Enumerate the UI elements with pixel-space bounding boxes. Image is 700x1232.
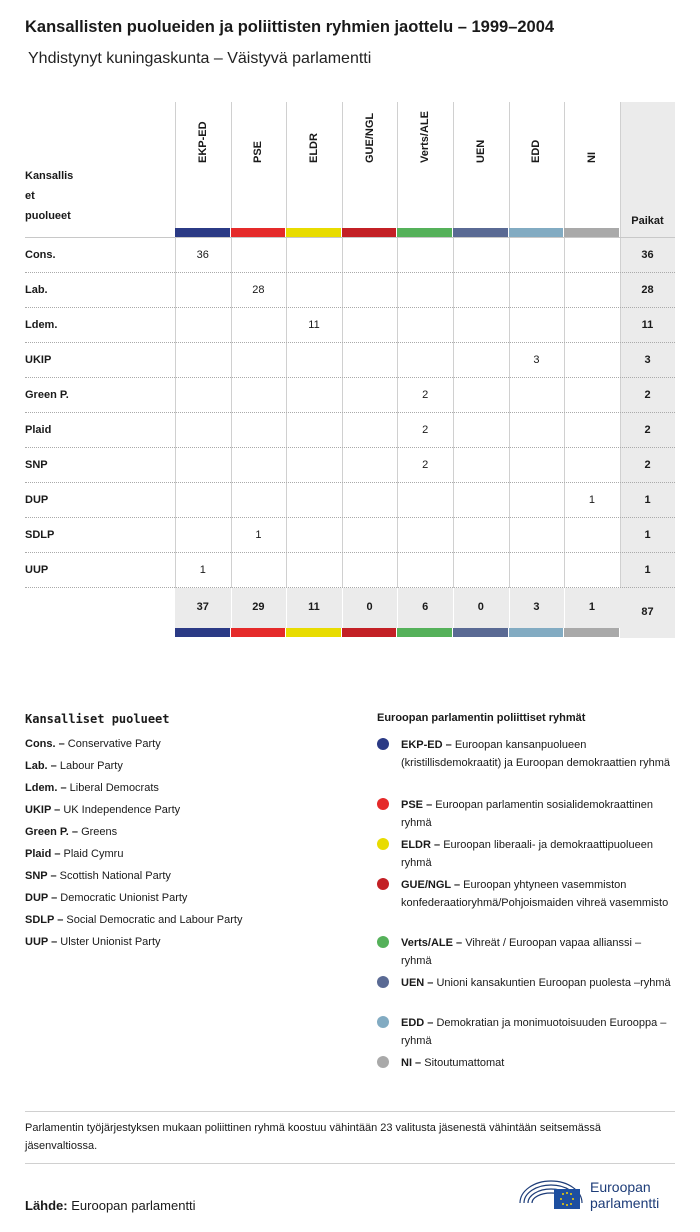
- group-color-bar: [231, 228, 286, 237]
- party-row-label: Lab.: [25, 284, 48, 296]
- seat-count-cell: 1: [199, 564, 206, 576]
- group-abbreviation: GUE/NGL –: [401, 879, 461, 891]
- party-full-name: UK Independence Party: [63, 804, 181, 816]
- party-full-name: Democratic Unionist Party: [60, 892, 188, 904]
- group-color-dot: [377, 936, 389, 948]
- group-color-bar: [286, 228, 341, 237]
- political-groups-legend-title: Euroopan parlamentin poliittiset ryhmät: [377, 712, 586, 724]
- source-value: Euroopan parlamentti: [71, 1198, 196, 1213]
- group-total: 6: [422, 601, 429, 613]
- row-divider: [25, 587, 675, 588]
- group-color-bar: [286, 628, 341, 637]
- group-color-dot: [377, 838, 389, 850]
- group-color-dot: [377, 1056, 389, 1068]
- seat-count-cell: 2: [422, 424, 429, 436]
- party-abbreviation: Cons. –: [25, 738, 65, 750]
- party-total-cell: 2: [644, 459, 651, 471]
- party-total-cell: 2: [644, 424, 651, 436]
- seats-header: Paikat: [631, 215, 664, 227]
- group-header: [397, 102, 453, 237]
- seat-count-cell: 1: [255, 529, 262, 541]
- row-divider: [25, 342, 675, 343]
- party-full-name: Ulster Unionist Party: [60, 936, 161, 948]
- group-color-bar: [397, 628, 452, 637]
- party-row-label: UUP: [25, 564, 49, 576]
- totals-separator: [453, 588, 454, 628]
- party-total-cell: 1: [644, 564, 651, 576]
- party-legend-item: [25, 848, 123, 860]
- party-full-name: Conservative Party: [67, 738, 161, 750]
- seat-count-cell: 11: [308, 319, 320, 331]
- group-color-bar: [509, 628, 564, 637]
- party-row-label: Ldem.: [25, 319, 58, 331]
- group-abbreviation: EDD –: [401, 1017, 434, 1029]
- group-description: Vihreät / Euroopan vapaa allianssi –ryhmä: [401, 937, 642, 967]
- national-parties-header: [25, 166, 73, 226]
- group-description: Demokratian ja monimuotoisuuden Eurooppa –ryhmä: [401, 1017, 667, 1047]
- seat-count-cell: 36: [196, 249, 209, 261]
- group-abbreviation: Verts/ALE –: [401, 937, 463, 949]
- party-legend-item: [25, 760, 123, 772]
- totals-separator: [231, 588, 232, 628]
- column-separator: [620, 102, 621, 588]
- group-legend-text: [401, 836, 671, 872]
- group-header-label: NI: [585, 152, 598, 163]
- source-label: Lähde:: [25, 1198, 68, 1213]
- party-row-label: Plaid: [25, 424, 52, 436]
- party-legend-item: [25, 914, 242, 926]
- seat-count-cell: 1: [588, 494, 596, 506]
- source-line: [25, 1198, 196, 1213]
- group-color-bar: [564, 228, 619, 237]
- row-divider: [25, 412, 675, 413]
- group-description: Unioni kansakuntien Euroopan puolesta –ryhmä: [436, 977, 671, 989]
- party-legend-item: [25, 782, 159, 794]
- group-color-dot: [377, 976, 389, 988]
- group-header: [564, 102, 620, 237]
- group-color-bar: [342, 228, 397, 237]
- group-color-bar: [453, 628, 508, 637]
- party-legend-item: [25, 892, 187, 904]
- logo-text: [590, 1179, 659, 1211]
- party-total-cell: 1: [644, 494, 651, 506]
- group-total: 3: [533, 601, 540, 613]
- party-abbreviation: UUP –: [25, 936, 58, 948]
- group-abbreviation: UEN –: [401, 977, 434, 989]
- group-abbreviation: PSE –: [401, 799, 433, 811]
- party-full-name: Liberal Democrats: [69, 782, 159, 794]
- group-legend-text: [401, 796, 671, 832]
- group-color-bar: [397, 228, 452, 237]
- group-header-label: Verts/ALE: [419, 111, 432, 163]
- party-row-label: SNP: [25, 459, 48, 471]
- group-header: [286, 102, 342, 237]
- group-total: 11: [308, 601, 320, 613]
- party-total-cell: 11: [641, 319, 654, 331]
- seat-count-cell: 3: [533, 354, 540, 366]
- totals-separator: [342, 588, 343, 628]
- header-line: et: [25, 190, 35, 202]
- party-row-label: UKIP: [25, 354, 52, 366]
- group-total: 29: [252, 601, 265, 613]
- group-description: Sitoutumattomat: [424, 1057, 505, 1069]
- group-legend-text: [401, 736, 671, 772]
- party-legend-item: [25, 936, 161, 948]
- party-abbreviation: Lab. –: [25, 760, 57, 772]
- group-header: [342, 102, 398, 237]
- party-full-name: Scottish National Party: [59, 870, 171, 882]
- party-row-label: Green P.: [25, 389, 69, 401]
- group-color-dot: [377, 798, 389, 810]
- party-abbreviation: UKIP –: [25, 804, 61, 816]
- row-divider: [25, 517, 675, 518]
- group-abbreviation: EKP-ED –: [401, 739, 452, 751]
- party-abbreviation: Plaid –: [25, 848, 61, 860]
- totals-separator: [397, 588, 398, 628]
- divider: [25, 1111, 675, 1112]
- header-rule: [25, 237, 675, 238]
- divider: [25, 1163, 675, 1164]
- group-legend-text: [401, 974, 671, 992]
- group-description: Euroopan yhtyneen vasemmiston konfederaatioryhmä/Pohjoismaiden vihreä vasemmisto: [401, 879, 669, 909]
- party-abbreviation: Ldem. –: [25, 782, 67, 794]
- party-full-name: Plaid Cymru: [63, 848, 124, 860]
- group-header: [175, 102, 231, 237]
- group-legend-text: [401, 1054, 671, 1072]
- group-legend-text: [401, 876, 671, 912]
- party-abbreviation: Green P. –: [25, 826, 78, 838]
- party-full-name: Social Democratic and Labour Party: [66, 914, 243, 926]
- footnote: Parlamentin työjärjestyksen mukaan poliittinen ryhmä koostuu vähintään 23 valitusta jäsenestä vähintään seitsemässä jäsenvaltiossa.: [25, 1122, 601, 1152]
- totals-separator: [286, 588, 287, 628]
- group-abbreviation: NI –: [401, 1057, 422, 1069]
- group-total: 37: [196, 601, 209, 613]
- group-header-label: ELDR: [307, 133, 320, 163]
- group-header-label: PSE: [252, 140, 265, 163]
- seat-count-cell: 2: [422, 389, 429, 401]
- row-divider: [25, 307, 675, 308]
- group-header: [231, 102, 287, 237]
- page-subtitle: Yhdistynyt kuningaskunta – Väistyvä parlamentti: [28, 50, 372, 67]
- logo-line: parlamentti: [590, 1195, 660, 1211]
- group-color-bar: [342, 628, 397, 637]
- group-description: Euroopan parlamentin sosialidemokraattinen ryhmä: [401, 799, 653, 829]
- totals-separator: [509, 588, 510, 628]
- group-description: Euroopan kansanpuolueen (kristillisdemokraatit) ja Euroopan demokraattien ryhmä: [401, 739, 670, 769]
- party-row-label: SDLP: [25, 529, 55, 541]
- party-legend-item: [25, 738, 161, 750]
- party-full-name: Labour Party: [59, 760, 123, 772]
- group-header: [509, 102, 565, 237]
- page-title: Kansallisten puolueiden ja poliittisten ryhmien jaottelu – 1999–2004: [25, 18, 555, 36]
- group-header-label: GUE/NGL: [363, 112, 376, 163]
- party-total-cell: 1: [644, 529, 651, 541]
- group-color-bar: [509, 228, 564, 237]
- group-legend-text: [401, 934, 671, 970]
- group-color-bar: [175, 628, 230, 637]
- group-total: 0: [477, 601, 484, 613]
- logo-line: Euroopan: [590, 1179, 651, 1195]
- grand-total: 87: [641, 606, 654, 618]
- group-total: 0: [366, 601, 373, 613]
- european-parliament-logo: [518, 1175, 678, 1215]
- group-color-dot: [377, 738, 389, 750]
- party-row-label: DUP: [25, 494, 49, 506]
- row-divider: [25, 377, 675, 378]
- group-color-bar: [564, 628, 619, 637]
- group-header: [453, 102, 509, 237]
- parliament-hemicycle-icon: [518, 1175, 584, 1211]
- party-total-cell: 28: [641, 284, 654, 296]
- party-legend-item: [25, 826, 117, 838]
- group-total: 1: [588, 601, 596, 613]
- seat-count-cell: 28: [252, 284, 265, 296]
- party-total-cell: 2: [644, 389, 651, 401]
- party-abbreviation: DUP –: [25, 892, 58, 904]
- party-total-cell: 3: [644, 354, 651, 366]
- total-column-background: [620, 102, 675, 638]
- row-divider: [25, 552, 675, 553]
- seat-distribution-table: [25, 102, 675, 638]
- row-divider: [25, 482, 675, 483]
- party-abbreviation: SNP –: [25, 870, 57, 882]
- group-header-label: UEN: [474, 139, 487, 163]
- group-header-label: EDD: [530, 139, 543, 163]
- group-color-bar: [175, 228, 230, 237]
- group-legend-text: [401, 1014, 671, 1050]
- party-total-cell: 36: [641, 249, 654, 261]
- party-full-name: Greens: [81, 826, 118, 838]
- header-line: Kansallis: [25, 170, 74, 182]
- header-line: puolueet: [25, 210, 71, 222]
- group-color-bar: [231, 628, 286, 637]
- party-row-label: Cons.: [25, 249, 56, 261]
- group-description: Euroopan liberaali- ja demokraattipuolueen ryhmä: [401, 839, 653, 869]
- totals-separator: [564, 588, 565, 628]
- row-divider: [25, 272, 675, 273]
- national-parties-legend-title: Kansalliset puolueet: [25, 712, 170, 726]
- party-abbreviation: SDLP –: [25, 914, 64, 926]
- row-divider: [25, 447, 675, 448]
- group-color-dot: [377, 878, 389, 890]
- group-color-bar: [453, 228, 508, 237]
- party-legend-item: [25, 804, 180, 816]
- group-header-label: EKP-ED: [196, 121, 209, 163]
- group-abbreviation: ELDR –: [401, 839, 441, 851]
- party-legend-item: [25, 870, 171, 882]
- group-color-dot: [377, 1016, 389, 1028]
- seat-count-cell: 2: [422, 459, 429, 471]
